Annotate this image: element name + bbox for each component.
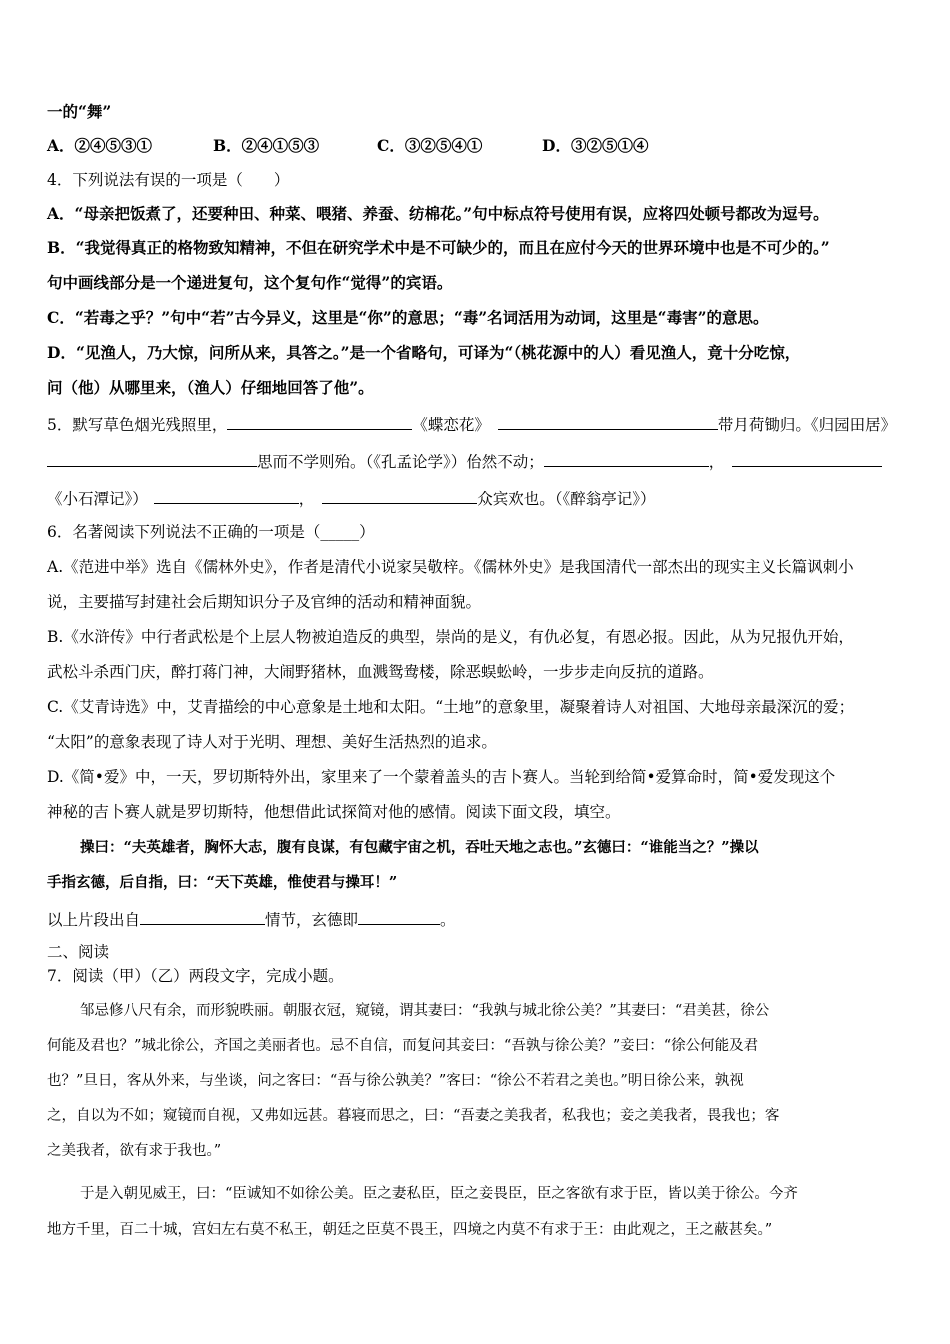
q5-text: 思而不学则殆。（《孔孟论学》）佁然不动； xyxy=(257,453,544,471)
passage-fill xyxy=(47,908,456,930)
q4-option-d-cont: 问（他）从哪里来，（渔人）仔细地回答了他”。 xyxy=(47,378,374,397)
q5-line-1 xyxy=(47,413,896,435)
q4-stem: 4．下列说法有误的一项是（ ） xyxy=(47,171,290,189)
q5-text: 《小石潭记》） xyxy=(47,490,148,508)
q5-blank-7[interactable] xyxy=(322,487,477,504)
q5-text: ， xyxy=(298,490,315,508)
passage-blank-2[interactable] xyxy=(358,908,440,925)
q4-option-c: C．“若毒之乎？”句中“若”古今异义，这里是“你”的意思；“毒”名词活用为动词，这里是“毒害”的意思。 xyxy=(47,308,769,327)
section-heading: 二、阅读 xyxy=(47,943,110,961)
q3-options xyxy=(47,136,648,156)
q5-text: ， xyxy=(708,453,725,471)
q3-tail: 一的“舞” xyxy=(47,102,112,121)
q5-blank-4[interactable] xyxy=(544,450,709,467)
q3-option-a: A．②④⑤③① xyxy=(47,136,153,155)
q5-blank-1[interactable] xyxy=(227,413,412,430)
q6-option-a: A.《范进中举》选自《儒林外史》，作者是清代小说家吴敬梓。《儒林外史》是我国清代一部杰出的现实主义长篇讽刺小 xyxy=(47,558,854,576)
q5-line-2 xyxy=(47,450,882,472)
q6-option-c-cont: “太阳”的意象表现了诗人对于光明、理想、美好生活热烈的追求。 xyxy=(47,733,497,751)
q5-blank-3[interactable] xyxy=(47,450,257,467)
passage-line-2: 手指玄德，后自指，曰：“天下英雄，惟使君与操耳！” xyxy=(47,874,398,891)
jia-line-5: 之美我者，欲有求于我也。” xyxy=(47,1143,222,1159)
jia-line-4: 之，自以为不如；窥镜而自视，又弗如远甚。暮寝而思之，曰：“吾妻之美我者，私我也；妾之美我者，畏我也；客 xyxy=(47,1108,780,1124)
jia-line-1: 邹忌修八尺有余，而形貌昳丽。朝服衣冠，窥镜，谓其妻曰：“我孰与城北徐公美？”其妻曰：“君美甚，徐公 xyxy=(80,1003,770,1019)
q5-text: 带月荷锄归。《归园田居》 xyxy=(717,416,897,434)
q6-option-d-cont: 神秘的吉卜赛人就是罗切斯特，他想借此试探简对他的感情。阅读下面文段，填空。 xyxy=(47,803,621,821)
q7-stem: 7．阅读（甲）（乙）两段文字，完成小题。 xyxy=(47,967,344,985)
q5-text: 《蝶恋花》 xyxy=(412,416,490,434)
jia-line-3: 也？”旦日，客从外来，与坐谈，问之客曰：“吾与徐公孰美？”客曰：“徐公不若君之美也。”明日徐公来，孰视 xyxy=(47,1073,744,1089)
q5-blank-5[interactable] xyxy=(732,450,882,467)
q4-option-b-cont: 句中画线部分是一个递进复句，这个复句作“觉得”的宾语。 xyxy=(47,273,453,292)
q6-option-b: B.《水浒传》中行者武松是个上层人物被迫造反的典型，崇尚的是义，有仇必复，有恩必报。因此，从为兄报仇开始， xyxy=(47,628,854,646)
q5-line-3 xyxy=(47,487,656,509)
q6-option-a-cont: 说，主要描写封建社会后期知识分子及官绅的活动和精神面貌。 xyxy=(47,593,482,611)
q5-blank-2[interactable] xyxy=(498,413,718,430)
q5-text: 5．默写草色烟光残照里， xyxy=(47,416,228,434)
passage-line-1: 操曰：“夫英雄者，胸怀大志，腹有良谋，有包藏宇宙之机，吞吐天地之志也。”玄德曰：“谁能当之？”操以 xyxy=(80,839,759,856)
q4-option-d: D．“见渔人，乃大惊，问所从来，具答之。”是一个省略句，可译为“（桃花源中的人）看见渔人，竟十分吃惊， xyxy=(47,343,801,362)
passage-blank-1[interactable] xyxy=(140,908,265,925)
yi-line-1: 于是入朝见威王，曰：“臣诚知不如徐公美。臣之妻私臣，臣之妾畏臣，臣之客欲有求于臣，皆以美于徐公。今齐 xyxy=(80,1186,798,1202)
q4-option-a: A．“母亲把饭煮了，还要种田、种菜、喂猪、养蚕、纺棉花。”句中标点符号使用有误，应将四处顿号都改为逗号。 xyxy=(47,204,829,223)
passage-fill-text: 情节，玄德即 xyxy=(265,911,359,929)
jia-line-2: 何能及君也？”城北徐公，齐国之美丽者也。忌不自信，而复问其妾曰：“吾孰与徐公美？”妾曰：“徐公何能及君 xyxy=(47,1038,759,1054)
passage-fill-text: 以上片段出自 xyxy=(47,911,141,929)
q3-option-b: B．②④①⑤③ xyxy=(213,136,320,155)
q4-option-b: B．“我觉得真正的格物致知精神，不但在研究学术中是不可缺少的，而且在应付今天的世界环境中也是不可少的。” xyxy=(47,238,830,257)
passage-fill-text: 。 xyxy=(440,911,456,929)
yi-line-2: 地方千里，百二十城，宫妇左右莫不私王，朝廷之臣莫不畏王，四境之内莫不有求于王：由此观之，王之蔽甚矣。” xyxy=(47,1222,773,1238)
q5-text: 众宾欢也。（《醉翁亭记》） xyxy=(477,490,656,508)
q3-option-c: C．③②⑤④① xyxy=(377,136,483,155)
q5-blank-6[interactable] xyxy=(154,487,299,504)
q3-option-d: D．③②⑤①④ xyxy=(542,136,649,155)
q6-option-c: C.《艾青诗选》中，艾青描绘的中心意象是土地和太阳。“土地”的意象里，凝聚着诗人对祖国、大地母亲最深沉的爱； xyxy=(47,698,855,716)
q6-option-b-cont: 武松斗杀西门庆，醉打蒋门神，大闹野猪林，血溅鸳鸯楼，除恶蜈蚣岭，一步步走向反抗的道路。 xyxy=(47,663,714,681)
q6-option-d: D.《简•爱》中，一天，罗切斯特外出，家里来了一个蒙着盖头的吉卜赛人。当轮到给简•爱算命时，简•爱发现这个 xyxy=(47,768,836,786)
q6-stem: 6．名著阅读下列说法不正确的一项是（_____） xyxy=(47,523,375,541)
